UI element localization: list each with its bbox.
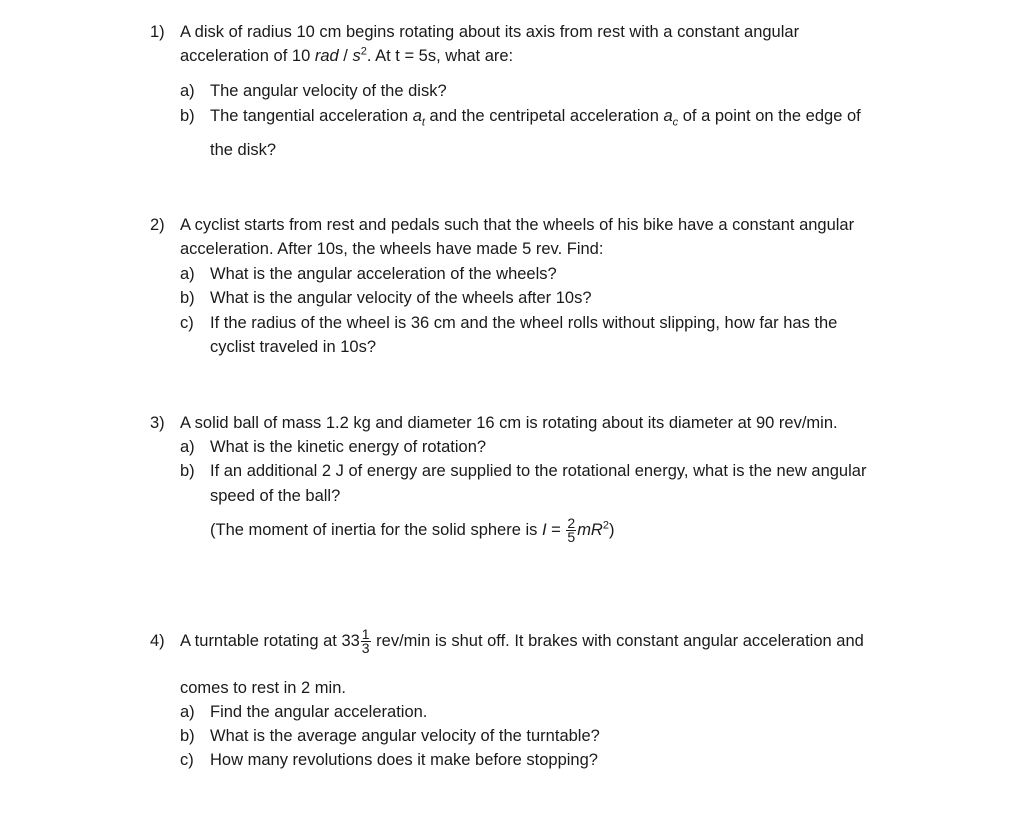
part-label: b) <box>180 462 195 480</box>
part-label: a) <box>180 703 195 721</box>
part-label: a) <box>180 82 195 100</box>
part-text: Find the angular acceleration. <box>210 703 428 721</box>
question-number: 3) <box>150 414 165 432</box>
question-number: 4) <box>150 632 165 650</box>
question-stem-line: acceleration of 10 rad / $s^2$. At t = 5s, what are: <box>180 45 514 65</box>
question-stem-line: A solid ball of mass 1.2 kg and diameter 16 cm is rotating about its diameter at 90 rev/min. <box>180 414 838 432</box>
question-stem-line: comes to rest in 2 min. <box>180 679 346 697</box>
fraction-one-third: $\frac{1}{3}$ <box>361 626 370 657</box>
fraction-two-fifths: $\frac{2}{5}$ <box>567 515 576 546</box>
question-stem-line: A turntable rotating at 33 $\frac{1}{3}$ rev/min is shut off. It brakes with constant angular acceleration and <box>180 626 864 657</box>
part-text: What is the average angular velocity of the turntable? <box>210 727 600 745</box>
part-text-continued: the disk? <box>210 141 277 159</box>
question-number: 1) <box>150 23 165 41</box>
question-stem-line: A cyclist starts from rest and pedals such that the wheels of his bike have a constant angular <box>180 216 855 234</box>
part-text: What is the kinetic energy of rotation? <box>210 438 487 456</box>
part-label: b) <box>180 727 195 745</box>
part-label: c) <box>180 751 194 769</box>
part-text: If the radius of the wheel is 36 cm and the wheel rolls without slipping, how far has the <box>210 314 838 332</box>
question-stem-line: acceleration. After 10s, the wheels have made 5 rev. Find: <box>180 240 604 258</box>
part-label: b) <box>180 289 195 307</box>
part-text: What is the angular velocity of the wheels after 10s? <box>210 289 592 307</box>
part-text: The tangential acceleration $a_t$ and the centripetal acceleration $a_c$ of a point on the edge of <box>210 107 861 129</box>
part-text: How many revolutions does it make before stopping? <box>210 751 598 769</box>
part-text-continued: speed of the ball? <box>210 487 341 505</box>
part-text: If an additional 2 J of energy are supplied to the rotational energy, what is the new angular <box>210 462 867 480</box>
part-label: a) <box>180 265 195 283</box>
question-number: 2) <box>150 216 165 234</box>
part-label: c) <box>180 314 194 332</box>
part-text: The angular velocity of the disk? <box>210 82 447 100</box>
question-stem-line: A disk of radius 10 cm begins rotating about its axis from rest with a constant angular <box>180 23 800 41</box>
part-label: a) <box>180 438 195 456</box>
part-text: What is the angular acceleration of the wheels? <box>210 265 557 283</box>
moment-of-inertia-note: (The moment of inertia for the solid sphere is I = $\frac{2}{5}$ $mR^2$) <box>210 515 615 546</box>
part-text-continued: cyclist traveled in 10s? <box>210 338 376 356</box>
part-label: b) <box>180 107 195 125</box>
